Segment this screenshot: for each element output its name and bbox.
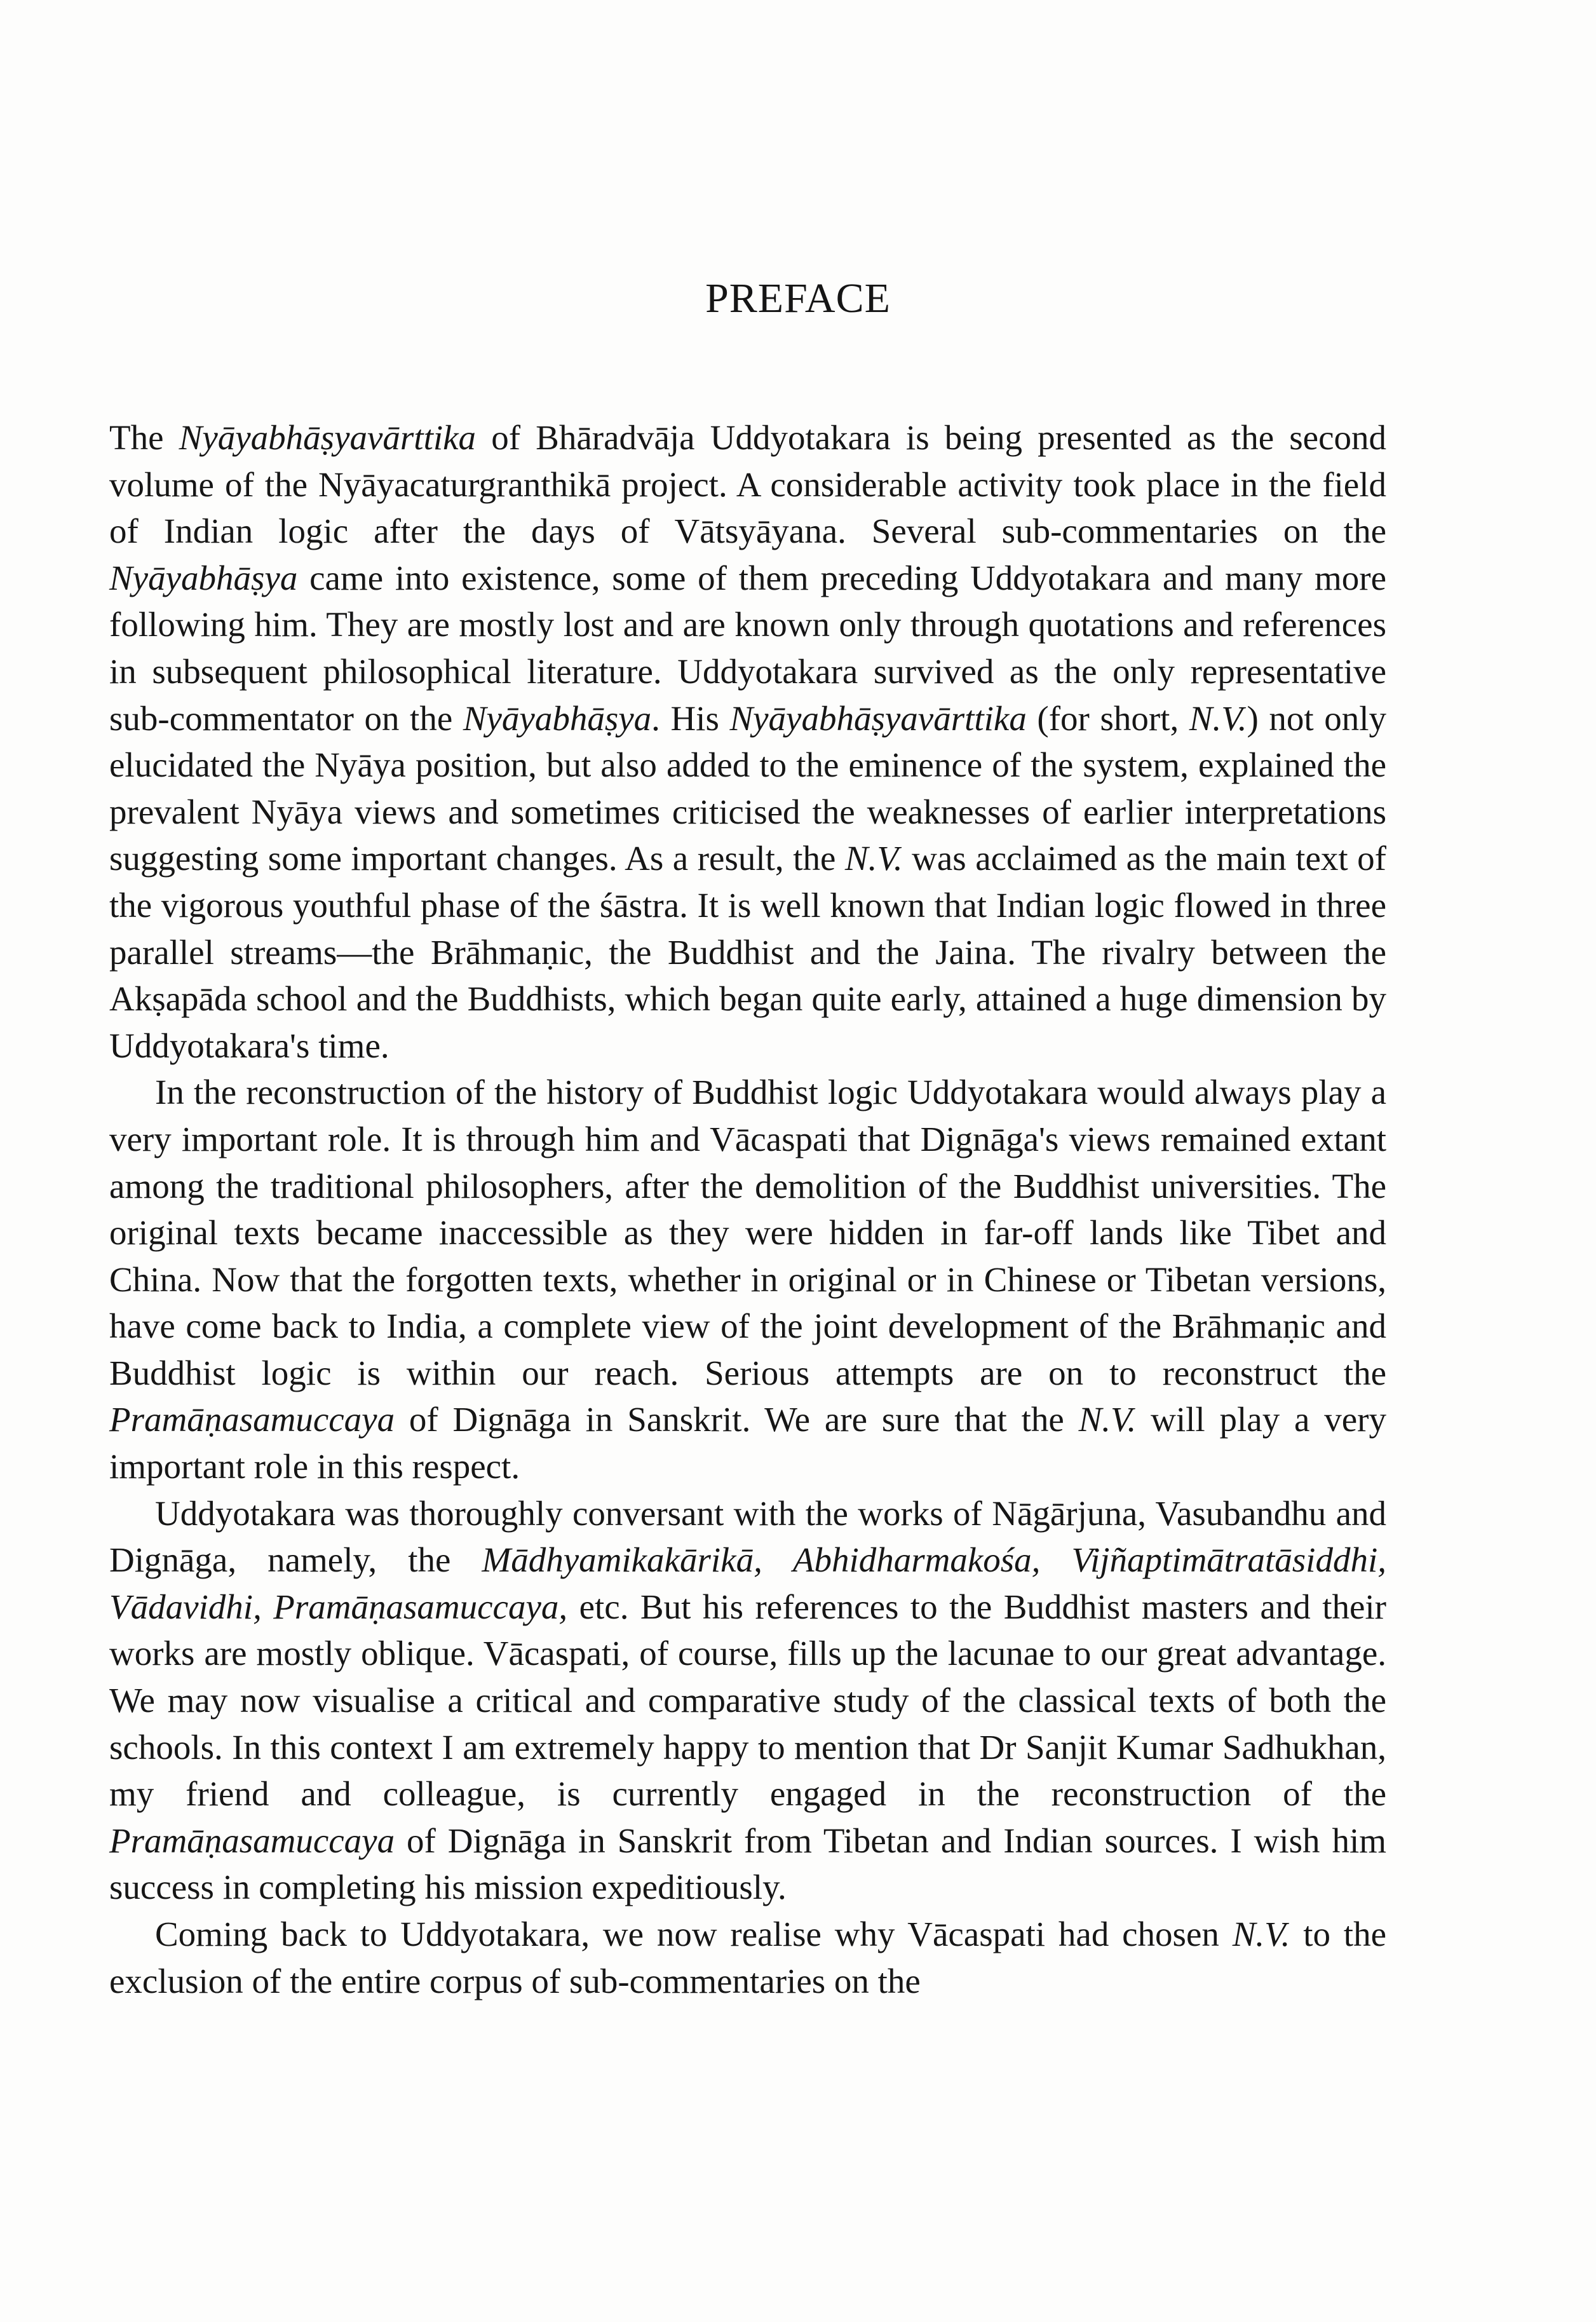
italic-title-text: Nyāyabhāṣyavārttika [729, 698, 1027, 738]
paragraph-text: was acclaimed as the main text of the vigorous youthful phase of the śāstra. It is well known that Indian logic flowed in three parallel streams—the Brāhmaṇic, the Buddhist and the Jaina. The rivalry between the Akṣapāda school and the Buddhists, which began quite early, attained a huge dimension by Uddyotakara's time. [109, 839, 1386, 1065]
paragraph-text: etc. But his references to the Buddhist masters and their works are mostly oblique. Vācaspati, of course, fills up the lacunae to our great advantage. We may now visualise a critical and comparative study of the classical texts of both the schools. In this context I am extremely happy to mention that Dr Sanjit Kumar Sadhukhan, my friend and colleague, is currently engaged in the reconstruction of the [109, 1587, 1386, 1814]
paragraph-text: ) not only elucidated the Nyāya position, but also added to the eminence of the system, explained the prevalent Nyāya views and sometimes criticised the weaknesses of earlier interpretations suggesting some important changes. As a result, the [109, 698, 1387, 878]
paragraph-1 [109, 414, 1386, 1069]
italic-title-text: Nyāyabhāṣyavārttika [179, 418, 477, 457]
page-title: PREFACE [705, 275, 891, 322]
italic-title-text: Mādhyamikakārikā, Abhidharmakośa, Vijñaptimātratāsiddhi, Vādavidhi, Pramāṇasamuccaya, [109, 1540, 1386, 1626]
paragraph-2 [109, 1069, 1386, 1490]
italic-title-text: Nyāyabhāṣya [109, 558, 298, 597]
paragraph-text: came into existence, some of them preceding Uddyotakara and many more following him. They are mostly lost and are known only through quotations and references in subsequent philosophical literature. Uddyotakara survived as the only representative sub-commentator on the [109, 558, 1386, 738]
paragraph-text: to the exclusion of the entire corpus of sub-commentaries on the [109, 1915, 1386, 2000]
paragraph-text: of Bhāradvāja Uddyotakara is being presented as the second volume of the Nyāyacaturgranthikā project. A considerable activity took place in the field of Indian logic after the days of Vātsyāyana. Several sub-commentaries on the [109, 418, 1386, 551]
paragraph-text: will play a very important role in this respect. [109, 1400, 1386, 1486]
paragraph-text: Uddyotakara was thoroughly conversant with the works of Nāgārjuna, Vasubandhu and Dignāga, namely, the [109, 1493, 1386, 1580]
paragraph-4 [109, 1911, 1386, 2004]
paragraph-text: The [109, 418, 179, 457]
italic-title-text: N.V. [844, 839, 903, 878]
italic-title-text: Nyāyabhāṣya [463, 698, 652, 738]
italic-title-text: N.V. [1189, 698, 1247, 738]
paragraph-text: . His [651, 698, 730, 738]
italic-title-text: Pramāṇasamuccaya [109, 1400, 395, 1439]
paragraph-text: of Dignāga in Sanskrit from Tibetan and Indian sources. I wish him success in completing his mission expeditiously. [109, 1821, 1386, 1907]
paragraph-text: (for short, [1026, 698, 1189, 738]
paragraph-3 [109, 1490, 1386, 1911]
preface-body [109, 414, 1386, 2004]
paragraph-text: In the reconstruction of the history of Buddhist logic Uddyotakara would always play a very important role. It is through him and Vācaspati that Dignāga's views remained extant among the traditional philosophers, after the demolition of the Buddhist universities. The original texts became inaccessible as they were hidden in far-off lands like Tibet and China. Now that the forgotten texts, whether in original or in Chinese or Tibetan versions, have come back to India, a complete view of the joint development of the Brāhmaṇic and Buddhist logic is within our reach. Serious attempts are on to reconstruct the [109, 1073, 1386, 1392]
italic-title-text: N.V. [1078, 1400, 1137, 1439]
italic-title-text: N.V. [1232, 1915, 1290, 1953]
italic-title-text: Pramāṇasamuccaya [109, 1821, 395, 1860]
paragraph-text: of Dignāga in Sanskrit. We are sure that the [395, 1400, 1079, 1439]
paragraph-text: Coming back to Uddyotakara, we now realise why Vācaspati had chosen [155, 1915, 1233, 1953]
